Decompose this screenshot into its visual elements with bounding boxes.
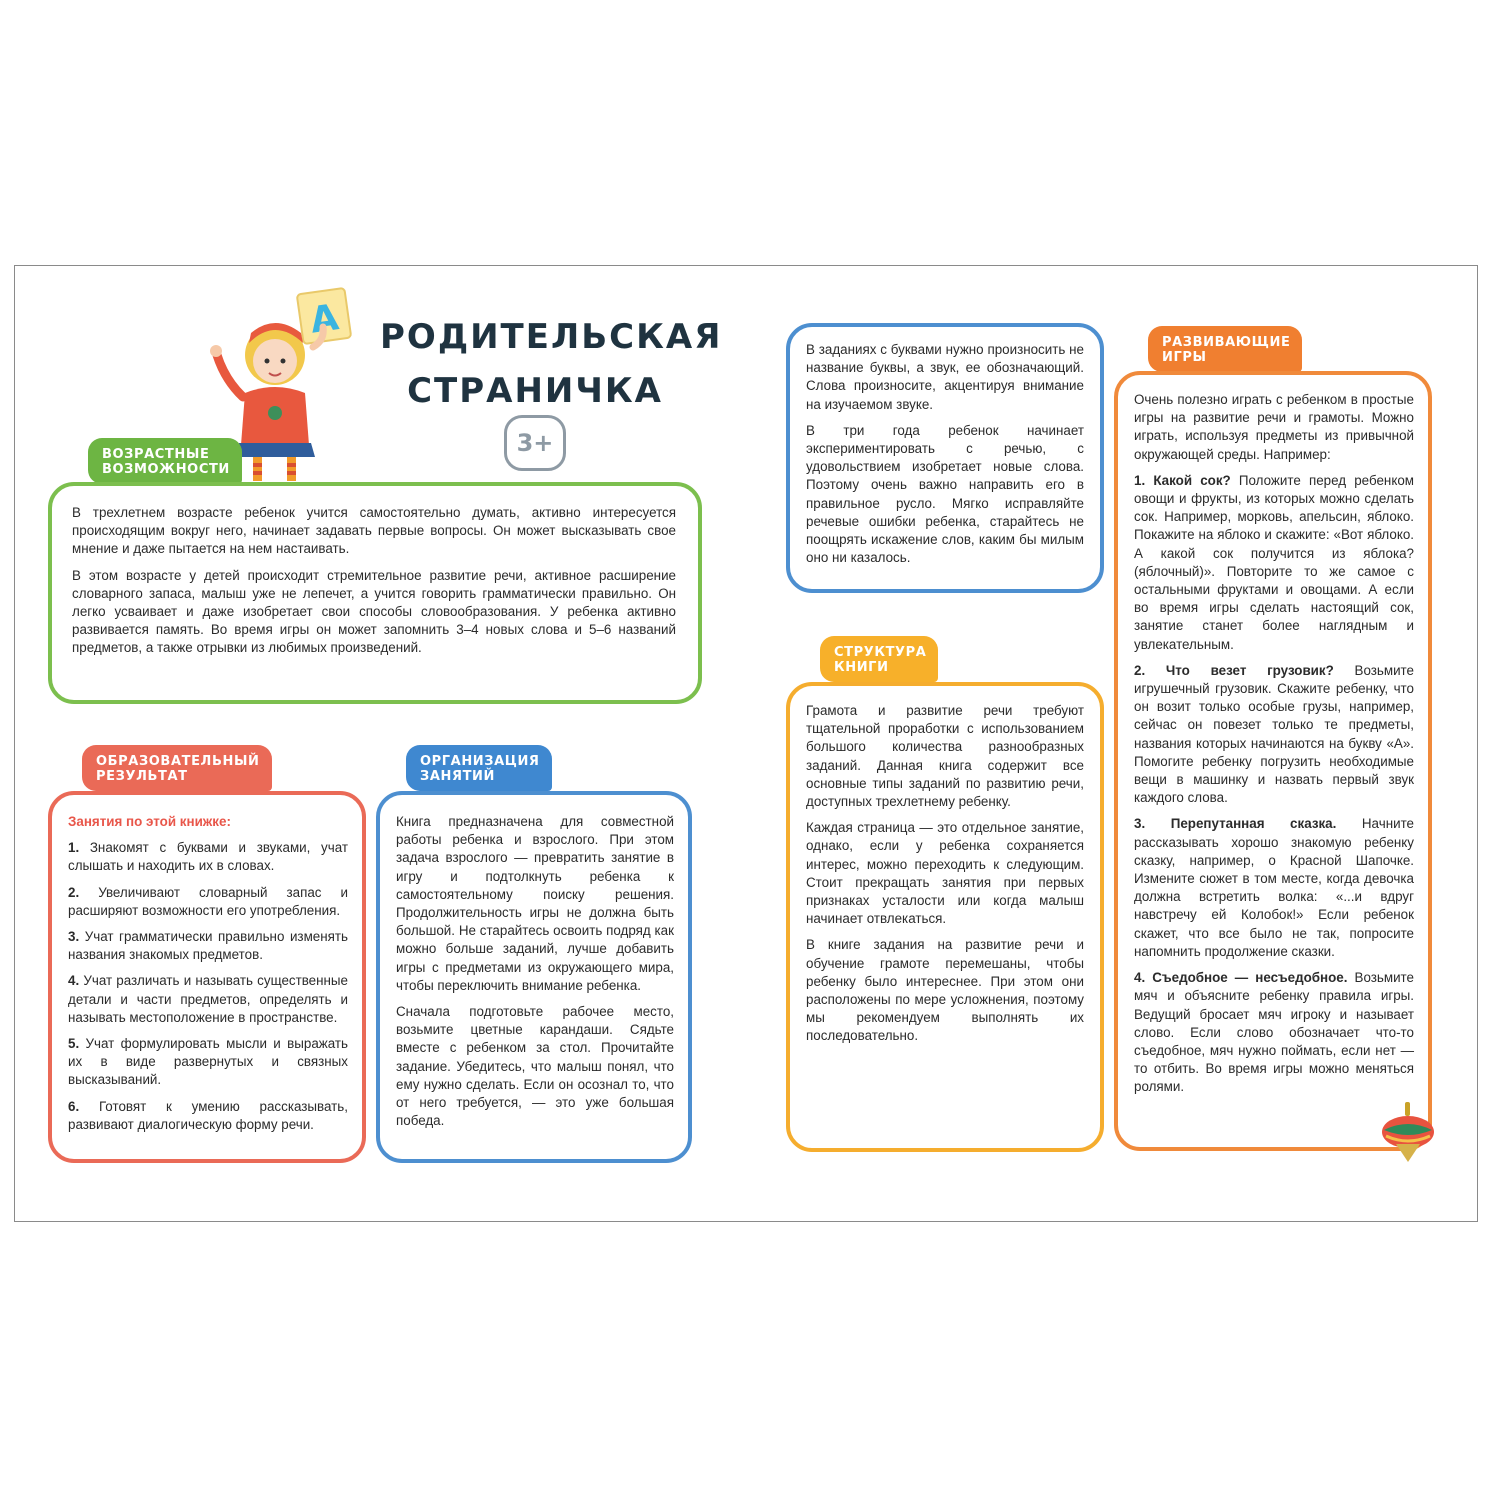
label-line: КНИГИ xyxy=(834,660,889,675)
game-item xyxy=(1134,662,1414,808)
paragraph: В трехлетнем возрасте ребенок учится самостоятельно думать, активно интересуется происходящим вокруг него, начинает задавать первые вопросы. Он может высказывать свое мнение и даже пытается на нем настаивать. xyxy=(72,505,676,557)
label-line: РЕЗУЛЬТАТ xyxy=(96,769,188,784)
game-title: 3. Перепутанная сказка. xyxy=(1134,816,1337,832)
page-title-line-1: РОДИТЕЛЬСКАЯ xyxy=(380,317,723,357)
paragraph: В заданиях с буквами нужно произносить не название буквы, а звук, ее обозначающий. Слова произносите, акцентируя внимание на изучаемом звуке. xyxy=(806,342,1084,412)
game-text: Возьмите мяч и объясните ребенку правила игры. Ведущий бросает мяч игроку и называет слово. Если слово обозначает что-то съедобное, мяч нужно поймать, если нет — то отбить. Во время игры можно меняться ролями. xyxy=(1134,970,1414,1095)
paragraph: Каждая страница — это отдельное занятие, однако, если у ребенка сохраняется интерес, можно переходить к следующим. Стоит прекращать занятия при первых признаках усталости или когда малыш начинает отвлекаться. xyxy=(806,820,1084,927)
label-educational-result xyxy=(82,745,272,791)
page-title-line-2: СТРАНИЧКА xyxy=(407,371,663,411)
paragraph: Грамота и развитие речи требуют тщательной проработки с использованием большого количества разнообразных заданий. Данная книга содержит все основные типы заданий по развитию речи, доступных трехлетнему ребенку. xyxy=(806,703,1084,810)
list-item xyxy=(68,884,348,920)
list-item xyxy=(68,972,348,1027)
page-title xyxy=(380,310,723,418)
game-text: Положите перед ребенком овощи и фрукты, из которых можно сделать сок. Например, морковь, апельсин, яблоко. Покажите на яблоко и скажите: «Вот яблоко. А какой сок получится из яблока? (яблочный)». Повторите то же самое с остальными фруктами и овощами. А если во время игры сделать настоящий сок, занятие станет более наглядным и увлекательным. xyxy=(1134,472,1414,652)
box-developing-games xyxy=(1114,371,1432,1151)
label-line: СТРУКТУРА xyxy=(834,645,927,660)
box-letters-tip xyxy=(786,323,1104,593)
spinning-top-illustration xyxy=(1378,1100,1438,1164)
list-item-number: 1. xyxy=(68,840,80,856)
box-age-abilities xyxy=(48,482,702,704)
list-item-number: 4. xyxy=(68,973,80,989)
list-item-text: Готовят к умению рассказывать, развивают диалогическую форму речи. xyxy=(68,1098,348,1132)
paragraph: В три года ребенок начинает экспериментировать с речью, с удовольствием изобретает новые слова. Поэтому очень важно направить его в правильное русло. Мягко исправляйте речевые ошибки ребенка, старайтесь не поощрять искажение слов, каким бы милым оно ни казалось. xyxy=(806,422,1084,566)
list-item-number: 5. xyxy=(68,1036,80,1052)
list-item xyxy=(68,928,348,964)
label-age-abilities xyxy=(88,438,242,484)
list-lead: Занятия по этой книжке: xyxy=(68,814,231,829)
game-item xyxy=(1134,472,1414,654)
box-book-structure xyxy=(786,682,1104,1152)
game-item xyxy=(1134,969,1414,1096)
list-item-text: Учат различать и называть существенные детали и части предметов, определять и называть местоположение в пространстве. xyxy=(68,973,348,1025)
label-developing-games xyxy=(1148,326,1302,372)
game-item xyxy=(1134,815,1414,961)
list-item-text: Учат формулировать мысли и выражать их в виде развернутых и связных высказываний. xyxy=(68,1036,348,1088)
box-educational-result xyxy=(48,791,366,1163)
flashcard-letter: А xyxy=(307,297,342,342)
paragraph: Книга предназначена для совместной работы ребенка и взрослого. При этом задача взрослого — превратить занятие в игру и подтолкнуть ребенка к самостоятельному поиску решения. Продолжительность игры не должна быть большой. Не старайтесь освоить подряд как можно больше заданий, лучше добавить игры с предметами из окружающего мира, чтобы переключить внимание ребенка. xyxy=(396,814,674,993)
label-book-structure xyxy=(820,636,938,682)
age-badge: 3+ xyxy=(504,415,566,471)
game-title: 4. Съедобное — несъедобное. xyxy=(1134,970,1348,986)
paragraph: Сначала подготовьте рабочее место, возьмите цветные карандаши. Сядьте вместе с ребенком за стол. Прочитайте задание. Убедитесь, что малыш понял, что ему нужно сделать. Если он осознал то, что от него требуется, — это уже большая победа. xyxy=(396,1004,674,1129)
game-title: 2. Что везет грузовик? xyxy=(1134,662,1334,678)
list-item xyxy=(68,1035,348,1090)
game-text: Начните рассказывать хорошо знакомую ребенку сказку, например, о Красной Шапочке. Измените сюжет в том месте, когда девочка должна встретить волка: «...и вдруг навстречу ей Колобок!» Если ребенок скажет, что все было не так, попросите напомнить продолжение сказки. xyxy=(1134,816,1414,959)
label-line: РАЗВИВАЮЩИЕ xyxy=(1162,335,1291,350)
label-line: ОРГАНИЗАЦИЯ xyxy=(420,754,540,769)
box-organization xyxy=(376,791,692,1163)
list-item-number: 6. xyxy=(68,1098,80,1114)
list-item-text: Учат грамматически правильно изменять названия знакомых предметов. xyxy=(68,929,348,963)
label-line: ИГРЫ xyxy=(1162,350,1207,365)
label-line: ВОЗМОЖНОСТИ xyxy=(102,462,230,477)
list-item xyxy=(68,839,348,875)
game-text: Возьмите игрушечный грузовик. Скажите ребенку, что он возит только особые грузы, например, сейчас он повезет только те предметы, названия которых начинаются на букву «А». Помогите ребенку погрузить необходимые вещи в машинку и назвать первый звук каждого слова. xyxy=(1134,662,1414,806)
list-item-number: 3. xyxy=(68,929,80,945)
list-item xyxy=(68,1098,348,1134)
paragraph: В этом возрасте у детей происходит стремительное развитие речи, активное расширение словарного запаса, малыш уже не лепечет, а учится говорить грамматически правильно. Он легко усваивает и даже изобретает свои способы словообразования. У ребенка активно развивается память. Во время игры он может запомнить 3–4 новых слова и 5–6 названий предметов, а также отрывки из любимых произведений. xyxy=(72,567,676,656)
game-title: 1. Какой сок? xyxy=(1134,472,1231,488)
label-line: ВОЗРАСТНЫЕ xyxy=(102,447,210,462)
list-item-text: Увеличивают словарный запас и расширяют возможности его употребления. xyxy=(68,884,348,918)
paragraph: В книге задания на развитие речи и обучение грамоте перемешаны, чтобы ребенку было интереснее. При этом они расположены по мере усложнения, поэтому мы рекомендуем выполнять их последовательно. xyxy=(806,937,1084,1044)
list-item-text: Знакомят с буквами и звуками, учат слышать и находить их в словах. xyxy=(68,840,348,874)
label-line: ЗАНЯТИЙ xyxy=(420,769,496,784)
label-line: ОБРАЗОВАТЕЛЬНЫЙ xyxy=(96,754,260,769)
paragraph: Очень полезно играть с ребенком в простые игры на развитие речи и грамоты. Можно играть, используя предметы из привычной окружающей среды. Например: xyxy=(1134,392,1414,462)
label-organization xyxy=(406,745,552,791)
list-item-number: 2. xyxy=(68,884,80,900)
